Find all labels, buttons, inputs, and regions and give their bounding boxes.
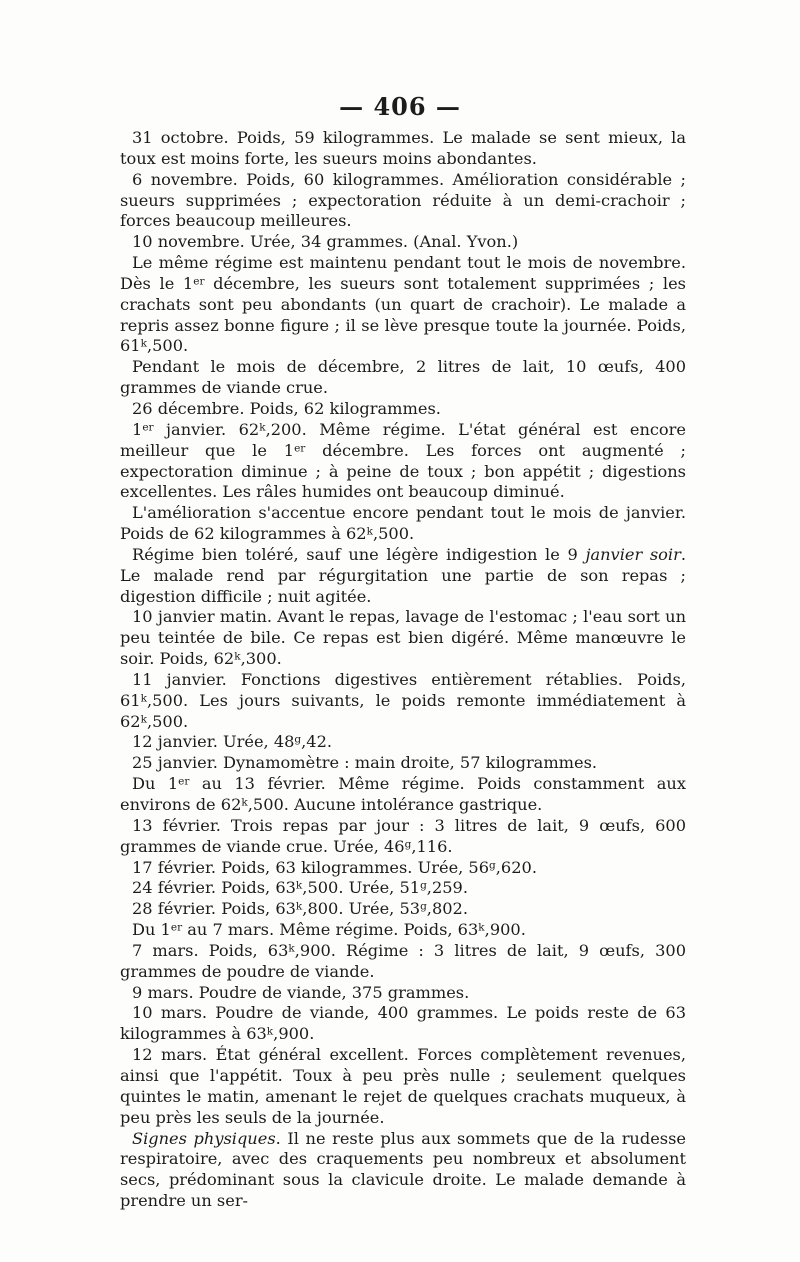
paragraph: 13 février. Trois repas par jour : 3 litres de lait, 9 œufs, 600 grammes de viande crue. Urée, 46$^g$,116. bbox=[120, 815, 686, 856]
paragraph: Régime bien toléré, sauf une légère indigestion le 9 janvier soir. Le malade rend par régurgitation une partie de son repas ; digestion difficile ; nuit agitée. bbox=[120, 544, 686, 606]
paragraph: 25 janvier. Dynamomètre : main droite, 57 kilogrammes. bbox=[132, 753, 598, 773]
page-number: — 406 — bbox=[339, 92, 461, 121]
paragraph: 10 mars. Poudre de viande, 400 grammes. Le poids reste de 63 kilogrammes à 63$^k$,900. bbox=[120, 1003, 686, 1044]
paragraph: Signes physiques. Il ne reste plus aux sommets que de la rudesse respiratoire, avec des craquements peu nombreux et absolument secs, prédominant sous la clavicule droite. Le malade demande à prendre un ser- bbox=[120, 1128, 686, 1211]
paragraph: 10 novembre. Urée, 34 grammes. (Anal. Yvon.) bbox=[132, 232, 519, 252]
paragraph: 9 mars. Poudre de viande, 375 grammes. bbox=[132, 982, 470, 1002]
paragraph: Du 1er au 7 mars. Même régime. Poids, 63$^k$,900. bbox=[132, 920, 526, 940]
body-text bbox=[120, 128, 686, 1212]
paragraph: 10 janvier matin. Avant le repas, lavage de l'estomac ; l'eau sort un peu teintée de bile. Ce repas est bien digéré. Même manœuvre le soir. Poids, 62$^k$,300. bbox=[120, 607, 686, 669]
paragraph: 7 mars. Poids, 63$^k$,900. Régime : 3 litres de lait, 9 œufs, 300 grammes de poudre de viande. bbox=[120, 940, 687, 981]
paragraph: 17 février. Poids, 63 kilogrammes. Urée, 56$^g$,620. bbox=[132, 857, 537, 877]
paragraph: 11 janvier. Fonctions digestives entièrement rétablies. Poids, 61$^k$,500. Les jours suivants, le poids remonte immédiatement à 62$^k$,500. bbox=[120, 669, 686, 731]
paragraph: 12 janvier. Urée, 48$^g$,42. bbox=[132, 732, 333, 752]
paragraph: 31 octobre. Poids, 59 kilogrammes. Le malade se sent mieux, la toux est moins forte, les sueurs moins abondantes. bbox=[120, 128, 686, 168]
paragraph: L'amélioration s'accentue encore pendant tout le mois de janvier. Poids de 62 kilogrammes à 62$^k$,500. bbox=[120, 503, 686, 544]
paragraph: 28 février. Poids, 63$^k$,800. Urée, 53$^g$,802. bbox=[132, 899, 468, 919]
paragraph: 12 mars. État général excellent. Forces complètement revenues, ainsi que l'appétit. Toux à peu près nulle ; seulement quelques quintes le matin, amenant le rejet de quelques crachats muqueux, à peu près les seuls de la journée. bbox=[120, 1045, 686, 1127]
paragraph: 24 février. Poids, 63$^k$,500. Urée, 51$^g$,259. bbox=[132, 878, 468, 898]
paragraph: 6 novembre. Poids, 60 kilogrammes. Amélioration considérable ; sueurs supprimées ; expectoration réduite à un demi-crachoir ; forces beaucoup meilleures. bbox=[120, 169, 686, 231]
paragraph: 26 décembre. Poids, 62 kilogrammes. bbox=[132, 398, 441, 418]
paragraph: Pendant le mois de décembre, 2 litres de lait, 10 œufs, 400 grammes de viande crue. bbox=[120, 357, 686, 398]
paragraph: 1er janvier. 62$^k$,200. Même régime. L'état général est encore meilleur que le 1er décembre. Les forces ont augmenté ; expectoration diminue ; à peine de toux ; bon appétit ; digestions excellentes. Les râles humides ont beaucoup diminué. bbox=[120, 419, 686, 502]
paragraph: Le même régime est maintenu pendant tout le mois de novembre. Dès le 1er décembre, les sueurs sont totalement supprimées ; les crachats sont peu abondants (un quart de crachoir). Le malade a repris assez bonne figure ; il se lève presque toute la journée. Poids, 61$^k$,500. bbox=[120, 253, 686, 356]
paragraph: Du 1er au 13 février. Même régime. Poids constamment aux environs de 62$^k$,500. Aucune intolérance gastrique. bbox=[120, 774, 686, 814]
